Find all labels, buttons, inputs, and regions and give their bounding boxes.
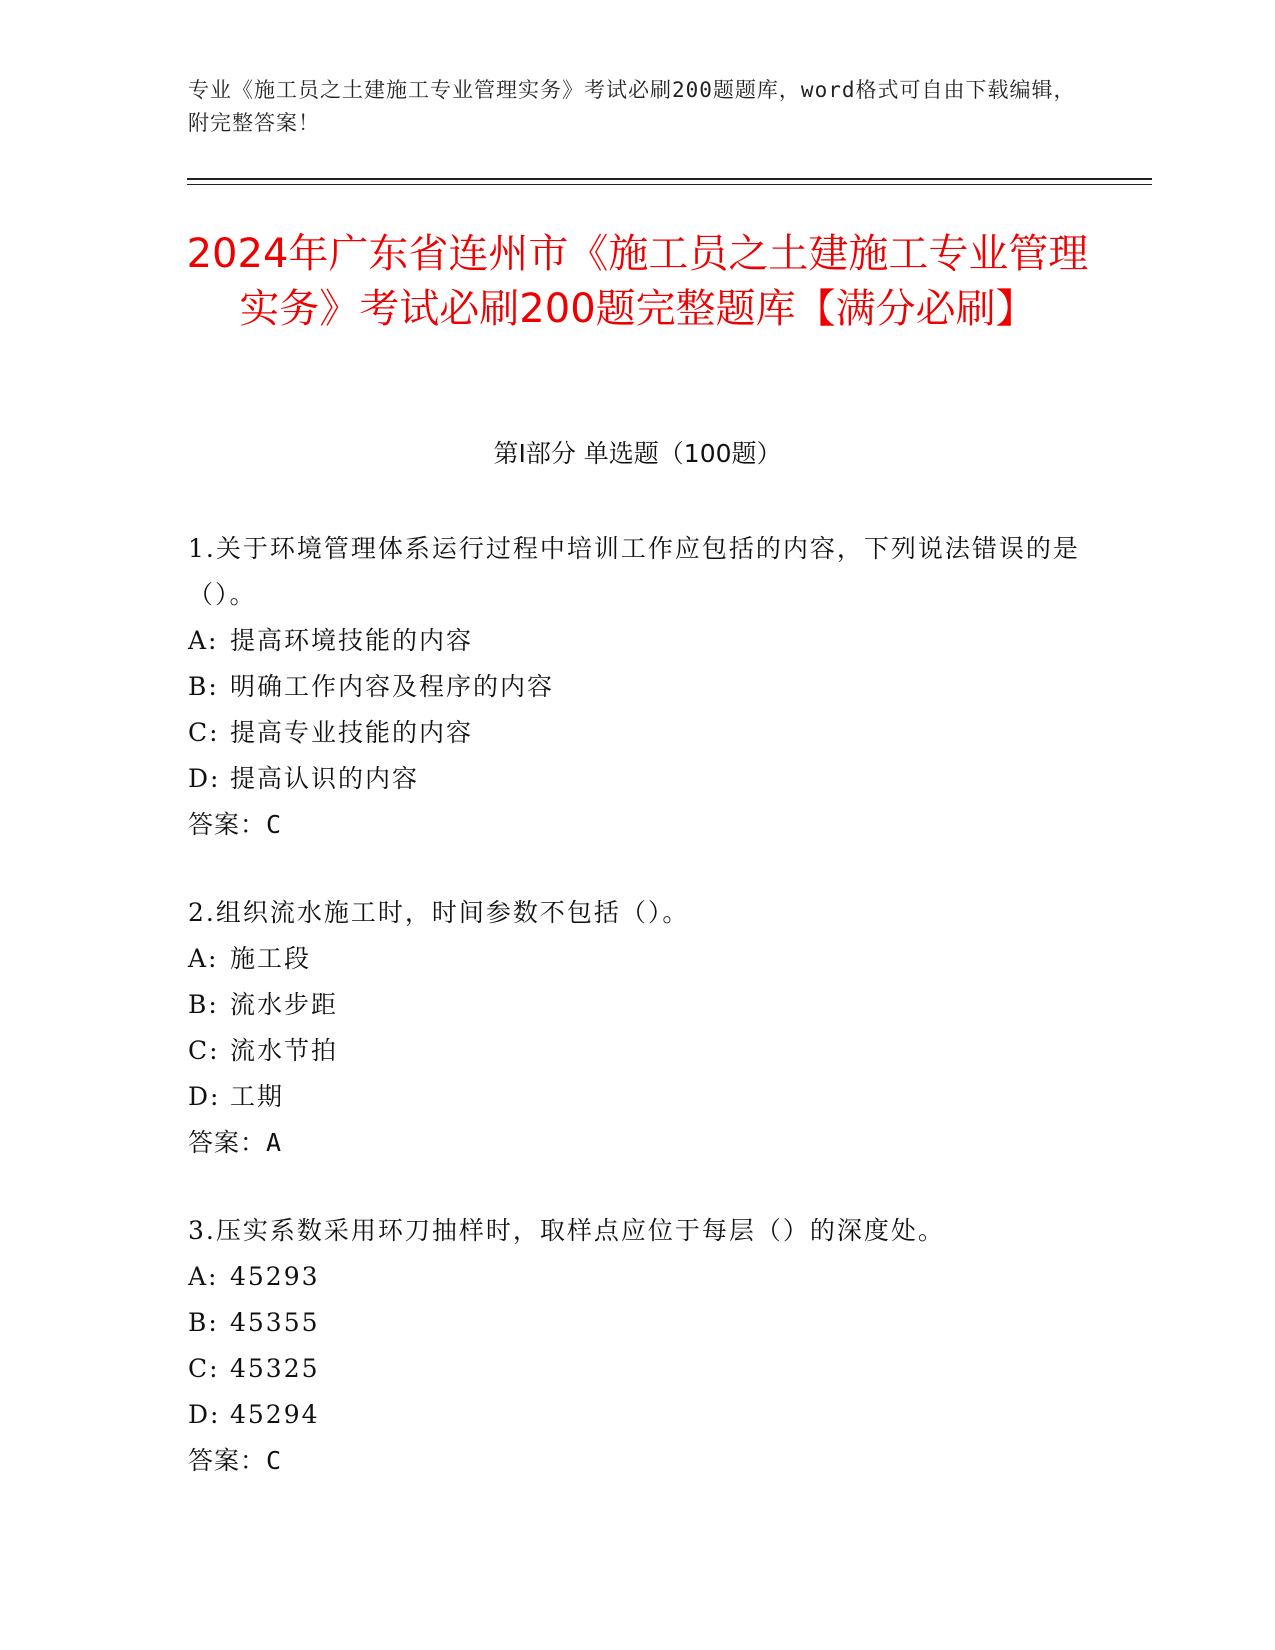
option-key: B: — [188, 672, 219, 701]
header-divider — [187, 178, 1152, 180]
question-item — [188, 526, 1088, 848]
question-stem: 3.压实系数采用环刀抽样时，取样点应位于每层（）的深度处。 — [188, 1216, 945, 1245]
option-key: A: — [188, 626, 219, 655]
section-title: 第Ⅰ部分 单选题（100题） — [493, 439, 782, 468]
option-text: 提高认识的内容 — [230, 764, 420, 793]
option-text: 提高环境技能的内容 — [230, 626, 474, 655]
question-item — [188, 890, 1088, 1166]
option-a — [188, 1254, 1088, 1300]
question-list — [188, 526, 1088, 1526]
option-text: 施工段 — [230, 944, 312, 973]
option-a — [188, 618, 1088, 664]
option-d — [188, 1074, 1088, 1120]
option-key: B: — [188, 990, 219, 1019]
option-key: A: — [188, 944, 219, 973]
option-b — [188, 982, 1088, 1028]
option-key: C: — [188, 718, 220, 747]
option-text: 45355 — [230, 1308, 320, 1337]
option-d — [188, 1392, 1088, 1438]
answer-line — [188, 802, 1088, 848]
answer-value: A — [266, 1128, 283, 1157]
option-text: 流水步距 — [230, 990, 339, 1019]
answer-label: 答案： — [188, 810, 267, 839]
option-text: 45294 — [230, 1400, 320, 1429]
question-stem: 2.组织流水施工时，时间参数不包括（）。 — [188, 898, 690, 927]
option-key: D: — [188, 1082, 221, 1111]
answer-value: C — [266, 1446, 283, 1475]
option-key: A: — [188, 1262, 219, 1291]
option-key: D: — [188, 1400, 221, 1429]
answer-line — [188, 1120, 1088, 1166]
option-c — [188, 1346, 1088, 1392]
option-key: C: — [188, 1036, 220, 1065]
option-key: D: — [188, 764, 221, 793]
answer-line — [188, 1438, 1088, 1484]
option-c — [188, 1028, 1088, 1074]
option-text: 提高专业技能的内容 — [230, 718, 474, 747]
answer-label: 答案： — [188, 1128, 267, 1157]
option-key: C: — [188, 1354, 220, 1383]
option-b — [188, 664, 1088, 710]
answer-label: 答案： — [188, 1446, 267, 1475]
option-c — [188, 710, 1088, 756]
option-d — [188, 756, 1088, 802]
option-text: 明确工作内容及程序的内容 — [230, 672, 555, 701]
option-text: 流水节拍 — [230, 1036, 339, 1065]
question-item — [188, 1208, 1088, 1484]
option-text: 45325 — [230, 1354, 320, 1383]
question-stem: 1.关于环境管理体系运行过程中培训工作应包括的内容，下列说法错误的是（）。 — [188, 534, 1080, 609]
option-b — [188, 1300, 1088, 1346]
document-title: 2024年广东省连州市《施工员之土建施工专业管理实务》考试必刷200题完整题库【满分必刷】 — [186, 231, 1089, 332]
header-note: 专业《施工员之土建施工专业管理实务》考试必刷200题题库，word格式可自由下载编辑，附完整答案！ — [188, 78, 1076, 135]
option-a — [188, 936, 1088, 982]
option-key: B: — [188, 1308, 219, 1337]
option-text: 45293 — [230, 1262, 320, 1291]
answer-value: C — [266, 810, 283, 839]
option-text: 工期 — [230, 1082, 285, 1111]
header-divider-thin — [187, 184, 1152, 185]
